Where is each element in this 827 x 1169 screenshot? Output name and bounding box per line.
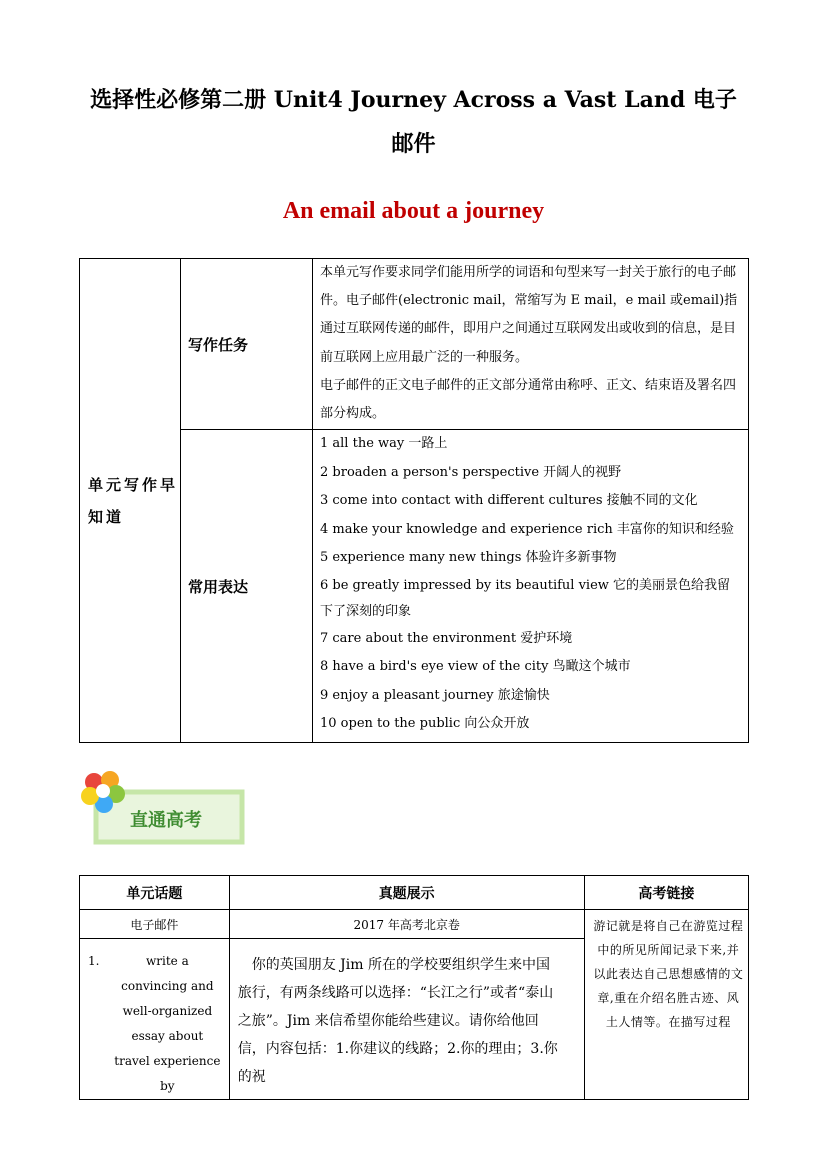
page-title [60,78,767,166]
expressions-label: 常用表达 [181,430,313,743]
writing-point [80,939,230,1100]
task-description [313,259,749,430]
intro-table [79,258,749,743]
topic-cell: 电子邮件 [80,910,230,939]
header-topic: 单元话题 [80,876,230,910]
expression-item: 4 make your knowledge and experience rich 丰富你的知识和经验 [320,521,734,537]
header-exam: 真题展示 [229,876,584,910]
logo-label: 直通高考 [130,810,202,831]
expression-item: 5 experience many new things 体验许多新事物 [320,550,617,565]
exam-table [79,875,749,1100]
expression-item: 8 have a bird's eye view of the city 鸟瞰这个城市 [320,659,631,674]
subtitle: An email about a journey [282,198,545,224]
expression-item: 9 enjoy a pleasant journey 旅途愉快 [320,687,550,703]
section-label: 单元写作早知道 [80,259,181,743]
task-paragraph: 电子邮件的正文电子邮件的正文部分通常由称呼、正文、结束语及署名四部分构成。 [320,377,737,422]
expression-item: 7 care about the environment 爱护环境 [320,630,573,646]
expression-item: 3 come into contact with different cultures 接触不同的文化 [320,493,698,508]
zhitong-gaokao-logo [80,770,250,846]
title-line-2: 邮件 [391,131,436,157]
expression-item: 6 be greatly impressed by its beautiful view 它的美丽景色给我留下了深刻的印象 [320,577,731,619]
point-text: write a convincing and well-organized essay about travel experience by [114,954,221,1093]
task-paragraph: 本单元写作要求同学们能用所学的词语和句型来写一封关于旅行的电子邮件。电子邮件(electronic mail，常缩写为 E mail，e mail 或email)指通过互联网传递的邮件，即用户之间通过互联网发出或收到的信息，是目前互联网上应用最广泛的一种服务。 [320,265,738,365]
expression-item: 2 broaden a person's perspective 开阔人的视野 [320,464,622,480]
exam-source: 2017 年高考北京卷 [229,910,584,939]
header-link: 高考链接 [584,876,748,910]
expression-item: 1 all the way 一路上 [320,436,448,451]
point-number: 1. [88,954,100,968]
title-line-1: 选择性必修第二册 Unit4 Journey Across a Vast Land 电子 [90,87,737,113]
link-text: 游记就是将自己在游览过程中的所见所闻记录下来,并以此表达自己思想感情的文章,重在介绍名胜古迹、风土人情等。在描写过程 [584,910,748,1100]
expression-item: 10 open to the public 向公众开放 [320,716,530,731]
expressions-list [313,430,749,743]
exam-passage: 你的英国朋友 Jim 所在的学校要组织学生来中国旅行，有两条线路可以选择：“长江之行”或者“泰山之旅”。Jim 来信希望你能给些建议。请你给他回信，内容包括：1.你建议的线路；2.你的理由；3.你的祝 [229,939,584,1100]
task-label: 写作任务 [181,259,313,430]
